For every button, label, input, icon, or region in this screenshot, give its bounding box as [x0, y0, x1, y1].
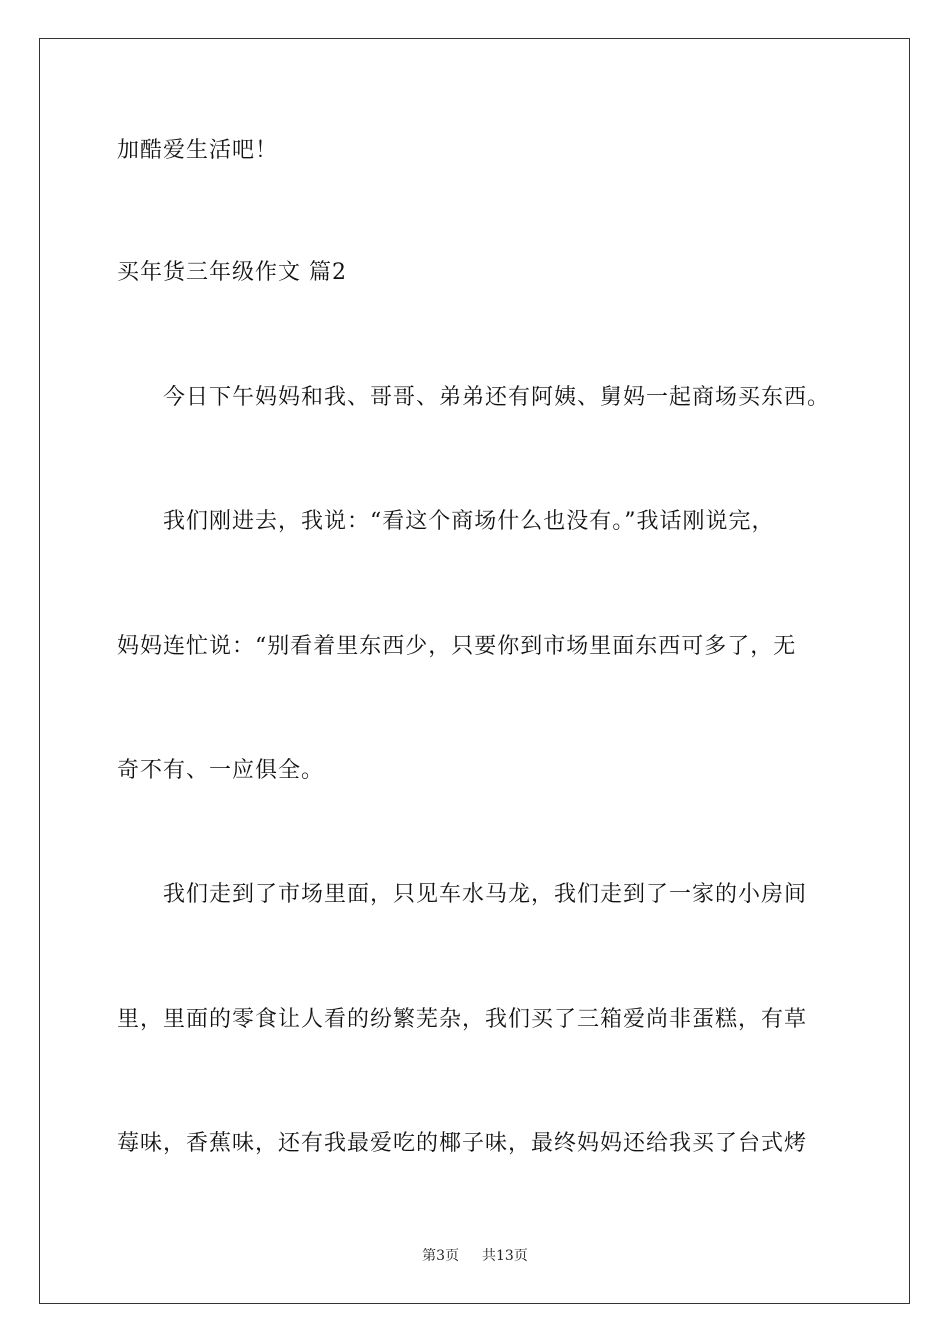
text-line-6: 我们走到了市场里面，只见车水马龙，我们走到了一家的小房间: [163, 882, 808, 907]
text-line-4: 妈妈连忙说：“别看着里东西少，只要你到市场里面东西可多了，无: [117, 634, 797, 659]
text-line-2: 今日下午妈妈和我、哥哥、弟弟还有阿姨、舅妈一起商场买东西。: [163, 385, 831, 410]
text-line-5: 奇不有、一应俱全。: [117, 758, 325, 783]
text-line-3: 我们刚进去，我说：“看这个商场什么也没有。”我话刚说完，: [163, 509, 775, 534]
page-border: [39, 38, 910, 1304]
text-line-1: 加酷爱生活吧！: [117, 138, 279, 163]
page-number: 第3页: [422, 1248, 460, 1264]
page-footer: [0, 1247, 950, 1265]
text-line-8: 莓味，香蕉味，还有我最爱吃的椰子味，最终妈妈还给我买了台式烤: [117, 1131, 808, 1156]
text-line-7: 里，里面的零食让人看的纷繁芜杂，我们买了三箱爱尚非蛋糕，有草: [117, 1007, 808, 1032]
page-total: 共13页: [482, 1248, 528, 1264]
section-heading: 买年货三年级作文 篇2: [117, 260, 347, 285]
